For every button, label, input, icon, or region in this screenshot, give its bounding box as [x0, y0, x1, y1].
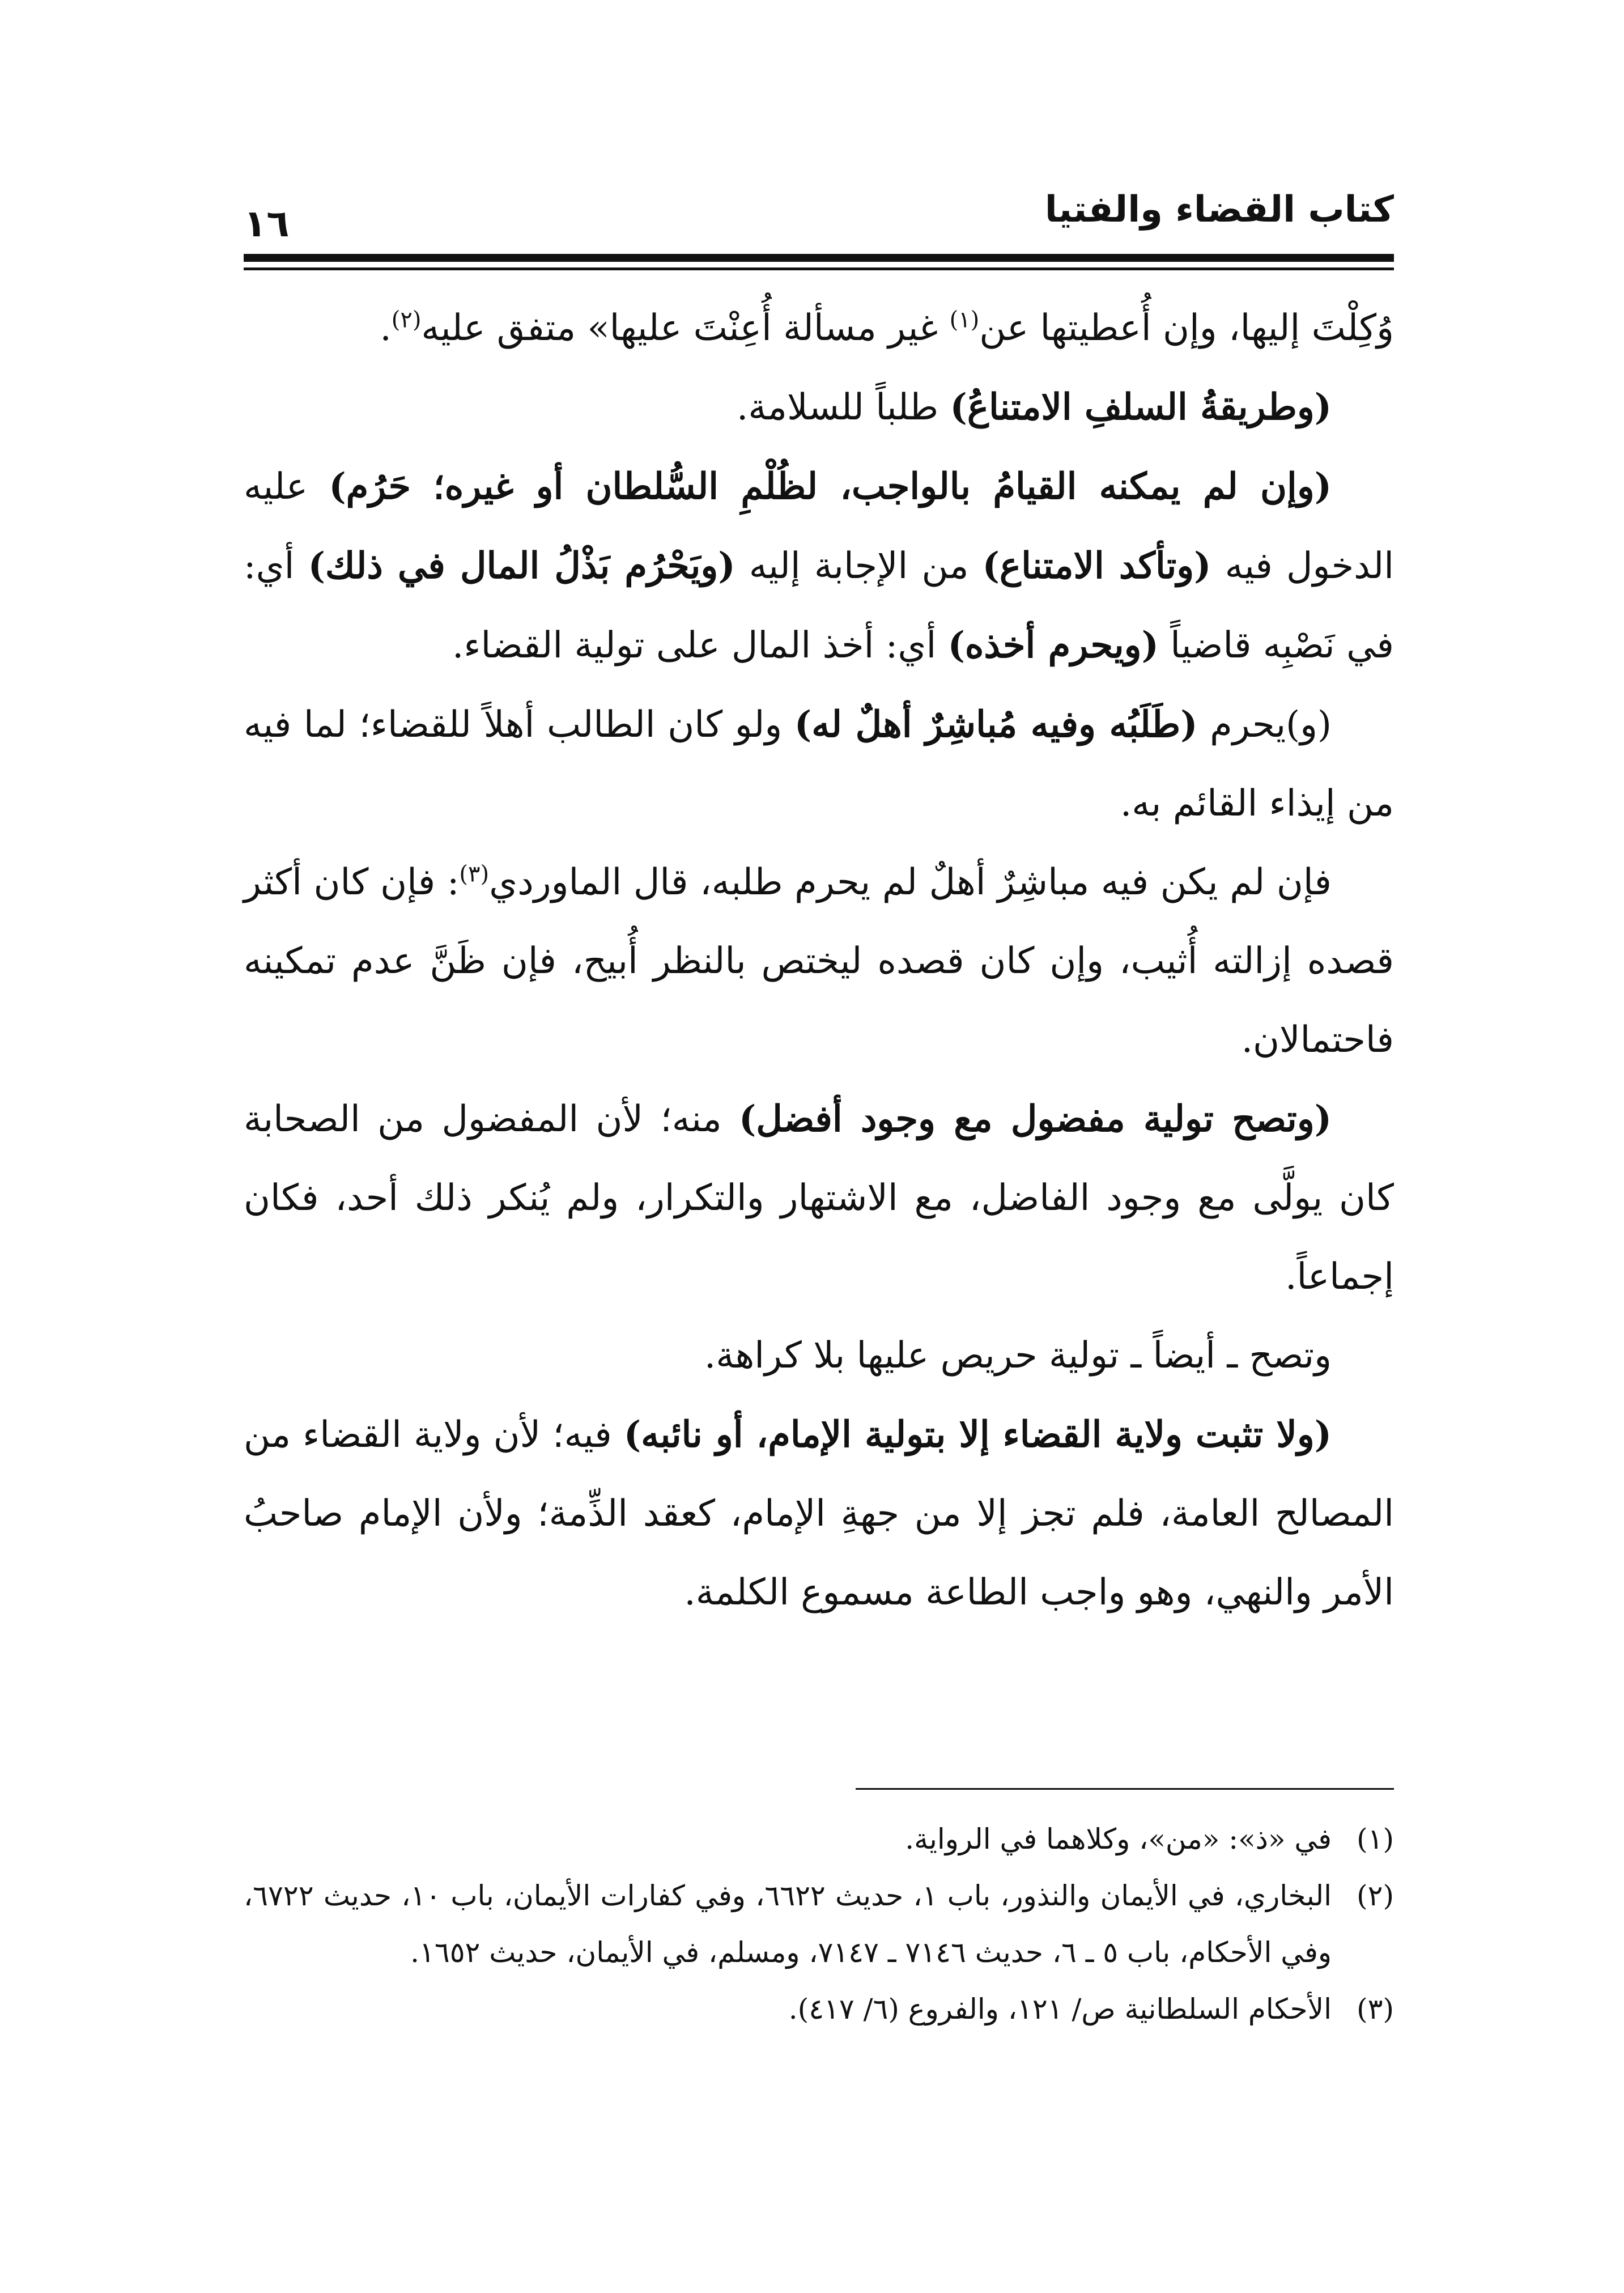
paragraph-5	[244, 843, 1394, 1080]
p1-text: وُكِلْتَ إليها، وإن أُعطيتها عن	[979, 307, 1394, 349]
body-text	[244, 289, 1394, 1632]
footnote-ref-3: (٣)	[459, 861, 490, 888]
p3-text-2: من الإجابة إليه	[735, 545, 983, 587]
p3-bold-1: (وإن لم يمكنه القيامُ بالواجب، لظُلْمِ السُّلطان أو غيره؛ حَرُم)	[329, 465, 1332, 508]
footnote-1	[244, 1811, 1394, 1867]
p1-text-2: غير مسألة أُعِنْتَ عليها» متفق عليه	[421, 307, 950, 349]
p3-bold-3: (ويَحْرُم بَذْلُ المال في ذلك)	[308, 545, 736, 587]
footnotes	[244, 1811, 1394, 2037]
p3-text-4: أي: أخذ المال على تولية القضاء.	[452, 625, 948, 666]
header-rule-thin	[244, 267, 1394, 270]
p8-text: فيه؛ لأن ولاية القضاء من المصالح العامة، فلم تجز إلا من جهةِ الإمام، كعقد الذِّمة؛ ولأن الإمام صاحبُ الأمر والنهي، وهو واجب الطاعة مسموع الكلمة.	[244, 1414, 1394, 1613]
p4-bold: (طَلَبُه وفيه مُباشِرٌ أهلٌ له)	[794, 703, 1198, 746]
p5-text-2: : فإن كان أكثر قصده إزالته أُثيب، وإن كان قصده ليختص بالنظر أُبيح، فإن ظَنَّ عدم تمكينه فاحتمالان.	[244, 861, 1394, 1061]
footnote-marker-2: (٢)	[1357, 1879, 1395, 1912]
p3-text-3: أي: في نَصْبِه قاضياً	[244, 545, 1394, 666]
footnote-text-3: الأحكام السلطانية ص/ ١٢١، والفروع (٦/ ٤١٧).	[788, 1993, 1332, 2026]
header-rule-thick	[244, 254, 1394, 262]
footnote-text-1: في «ذ»: «من»، وكلاهما في الرواية.	[905, 1823, 1332, 1855]
paragraph-7	[244, 1317, 1394, 1395]
footnote-text-2: البخاري، في الأيمان والنذور، باب ١، حديث ٦٦٢٢، وفي كفارات الأيمان، باب ١٠، حديث ٦٧٢٢، وفي الأحكام، باب ٥ ـ ٦، حديث ٧١٤٦ ـ ٧١٤٧، ومسلم، في الأيمان، حديث ١٦٥٢.	[244, 1879, 1332, 1969]
paragraph-4	[244, 685, 1394, 843]
paragraph-6	[244, 1080, 1394, 1317]
paragraph-2	[244, 368, 1394, 447]
footnote-3	[244, 1981, 1394, 2037]
footnote-ref-2: (٢)	[391, 307, 422, 333]
p3-bold-2: (وتأكد الامتناع)	[982, 545, 1211, 587]
p2-bold: (وطريقةُ السلفِ الامتناعُ)	[950, 386, 1332, 428]
p6-text: منه؛ لأن المفضول من الصحابة كان يولَّى مع وجود الفاضل، مع الاشتهار والتكرار، ولم يُنكر ذلك أحد، فكان إجماعاً.	[244, 1098, 1394, 1298]
running-title: كتاب القضاء والفتيا	[1044, 189, 1394, 231]
p4-text-1: (و)يحرم	[1197, 704, 1332, 746]
footnote-separator	[856, 1788, 1394, 1790]
p5-text-1: فإن لم يكن فيه مباشِرٌ أهلٌ لم يحرم طلبه، قال الماوردي	[489, 861, 1332, 903]
paragraph-3	[244, 447, 1394, 685]
p2-text: طلباً للسلامة.	[737, 387, 950, 428]
footnote-marker-3: (٣)	[1357, 1993, 1394, 2026]
footnote-ref-1: (١)	[949, 307, 980, 333]
p3-bold-4: (ويحرم أخذه)	[947, 624, 1159, 666]
footnote-2	[244, 1867, 1394, 1981]
p6-bold: (وتصح تولية مفضول مع وجود أفضل)	[738, 1098, 1332, 1140]
p7-text: وتصح ـ أيضاً ـ تولية حريص عليها بلا كراهة.	[704, 1335, 1332, 1377]
p1-text-3: .	[380, 307, 392, 349]
p8-bold: (ولا تثبت ولاية القضاء إلا بتولية الإمام، أو نائبه)	[623, 1413, 1332, 1456]
paragraph-1	[244, 289, 1394, 368]
footnote-marker-1: (١)	[1357, 1823, 1394, 1855]
page-number: ١٦	[244, 202, 290, 245]
p3-text-1: عليه الدخول فيه	[244, 466, 1395, 587]
page-header	[244, 181, 1394, 244]
paragraph-8	[244, 1395, 1394, 1632]
p4-text-2: ولو كان الطالب أهلاً للقضاء؛ لما فيه من إيذاء القائم به.	[244, 704, 1394, 825]
